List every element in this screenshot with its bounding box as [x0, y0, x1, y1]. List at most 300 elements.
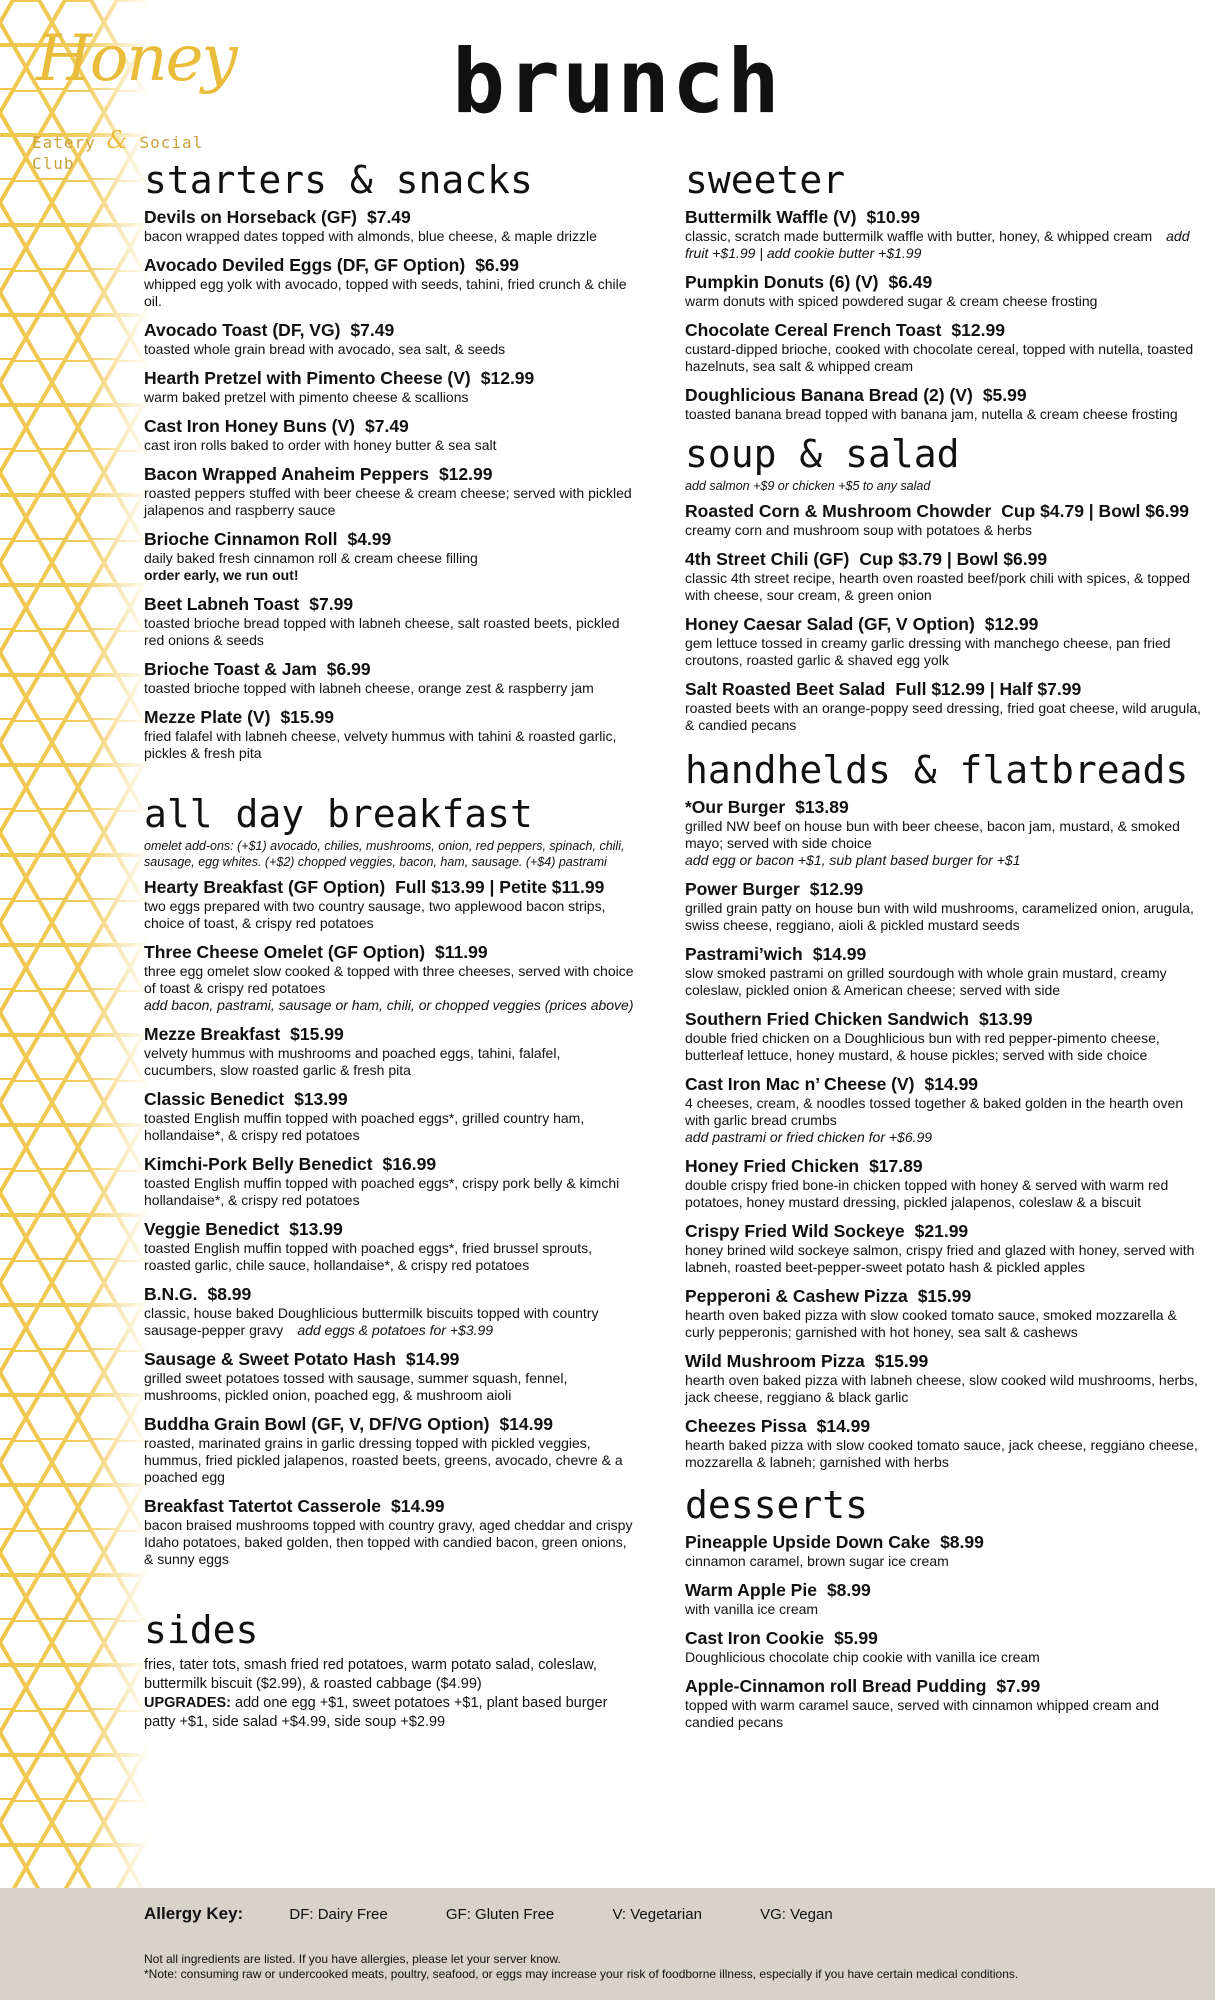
menu-item-header: [144, 528, 634, 550]
menu-item-name: *Our Burger: [685, 797, 786, 817]
menu-item: [685, 613, 1205, 669]
menu-item-header: [144, 1218, 634, 1240]
menu-item: [685, 271, 1205, 310]
menu-item: [685, 1155, 1205, 1211]
menu-item-header: [685, 319, 1205, 341]
menu-item: [685, 1579, 1205, 1618]
menu-item-name: Southern Fried Chicken Sandwich: [685, 1009, 969, 1029]
section-note: omelet add-ons: (+$1) avocado, chilies, mushrooms, onion, red peppers, spinach, chili, sausage, egg whites. (+$2) chopped veggies, bacon, ham, sausage. (+$4) pastrami: [144, 839, 625, 869]
menu-item-name: Honey Fried Chicken: [685, 1156, 860, 1176]
menu-item-description: [144, 1305, 634, 1339]
menu-item-header: [144, 1023, 634, 1045]
item-list: [144, 876, 634, 1568]
menu-item: [144, 658, 634, 697]
menu-item-price: $14.99: [405, 1349, 460, 1369]
menu-item-description: [144, 1435, 634, 1486]
menu-item: [144, 1218, 634, 1274]
menu-item-header: [685, 500, 1205, 522]
menu-item-price: $13.99: [294, 1089, 348, 1109]
menu-item: [685, 943, 1205, 999]
menu-item-header: [144, 876, 634, 898]
menu-item-header: [144, 319, 634, 341]
menu-item-header: [685, 1531, 1205, 1553]
menu-item-price: $12.99: [438, 464, 493, 484]
menu-item-name: Cheezes Pissa: [685, 1416, 807, 1436]
menu-item-price: $6.99: [475, 255, 519, 275]
menu-item-name: Honey Caesar Salad (GF, V Option): [685, 614, 975, 634]
menu-item-description: [685, 818, 1205, 852]
menu-item-description: [685, 228, 1205, 262]
menu-item-price: $13.89: [795, 797, 849, 817]
menu-item-description: [144, 1240, 634, 1274]
menu-item-description-text: classic 4th street recipe, hearth oven roasted beef/pork chili with spices, & topped with cheese, sour cream, & green onion: [685, 570, 1191, 603]
section-title: starters & snacks: [144, 158, 533, 202]
menu-item-header: [685, 943, 1205, 965]
menu-item-name: Brioche Toast & Jam: [144, 659, 317, 679]
menu-item-description: [685, 1030, 1205, 1064]
menu-item-name: Buddha Grain Bowl (GF, V, DF/VG Option): [144, 1414, 490, 1434]
menu-item-description: [144, 728, 634, 762]
section-breakfast: [144, 792, 634, 1568]
section-title: sides: [144, 1608, 259, 1652]
menu-item-description-text: hearth oven baked pizza with labneh cheese, slow cooked wild mushrooms, herbs, jack cheese, reggiano & black garlic: [685, 1372, 1198, 1405]
menu-item-name: Bacon Wrapped Anaheim Peppers: [144, 464, 429, 484]
menu-item-description: [144, 898, 634, 932]
menu-item: [144, 706, 634, 762]
menu-item: [685, 319, 1205, 375]
menu-item-price: $15.99: [290, 1024, 344, 1044]
menu-item-price: $5.99: [834, 1628, 878, 1648]
menu-item-name: Veggie Benedict: [144, 1219, 280, 1239]
section-title: sweeter: [685, 158, 846, 202]
menu-item-price: $15.99: [874, 1351, 929, 1371]
menu-item: [144, 1153, 634, 1209]
menu-item-name: Avocado Deviled Eggs (DF, GF Option): [144, 255, 466, 275]
menu-item-header: [144, 415, 634, 437]
menu-item-header: [144, 206, 634, 228]
menu-item-description-text: warm donuts with spiced powdered sugar & cream cheese frosting: [685, 293, 1098, 309]
menu-item-header: [685, 1285, 1205, 1307]
menu-item: [685, 678, 1205, 734]
menu-item-name: Cast Iron Mac n’ Cheese (V): [685, 1074, 915, 1094]
section-desserts: [685, 1483, 1205, 1731]
allergy-key-gf: GF: Gluten Free: [445, 1906, 555, 1923]
section-starters: [144, 158, 634, 762]
menu-item-name: Breakfast Tatertot Casserole: [144, 1496, 381, 1516]
menu-item-description: [685, 1177, 1205, 1211]
section-title: all day breakfast: [144, 792, 533, 836]
menu-item-name: Hearty Breakfast (GF Option): [144, 877, 386, 897]
sides-text: fries, tater tots, smash fried red potatoes, warm potato salad, coleslaw, buttermilk biscuit ($2.99), & roasted cabbage ($4.99): [144, 1657, 597, 1692]
menu-item-price: $14.99: [816, 1416, 871, 1436]
menu-item: [685, 1008, 1205, 1064]
menu-item-addon: add bacon, pastrami, sausage or ham, chili, or chopped veggies (prices above): [144, 997, 634, 1013]
menu-item: [144, 1413, 634, 1486]
menu-item-name: B.N.G.: [144, 1284, 198, 1304]
menu-item: [685, 1350, 1205, 1406]
menu-item-price: Full $12.99 | Half $7.99: [895, 679, 1082, 699]
logo-amp: &: [106, 126, 129, 154]
menu-item-price: $5.99: [982, 385, 1027, 405]
menu-item-header: [685, 384, 1205, 406]
menu-item-description: [144, 680, 634, 697]
menu-item-description: [144, 615, 634, 649]
menu-item-description-text: toasted whole grain bread with avocado, sea salt, & seeds: [144, 341, 506, 357]
item-list: [685, 500, 1205, 734]
menu-item-header: [685, 206, 1205, 228]
menu-item-header: [685, 796, 1205, 818]
menu-item-header: [685, 1008, 1205, 1030]
menu-item-description: [685, 293, 1205, 310]
menu-item-header: [685, 878, 1205, 900]
section-title: handhelds & flatbreads: [685, 748, 1189, 792]
menu-item: [144, 367, 634, 406]
menu-item-header: [144, 1495, 634, 1517]
allergy-key-v: V: Vegetarian: [612, 1906, 702, 1923]
menu-item-name: Classic Benedict: [144, 1089, 285, 1109]
item-list: [685, 206, 1205, 423]
menu-item-header: [685, 1073, 1205, 1095]
menu-item-description-text: velvety hummus with mushrooms and poached eggs, tahini, falafel, cucumbers, slow roasted garlic & fresh pita: [144, 1045, 561, 1078]
menu-item-description: [144, 389, 634, 406]
menu-item-description-text: honey brined wild sockeye salmon, crispy fried and glazed with honey, served with labneh, roasted beet-pepper-sweet potato hash & pickled apples: [685, 1242, 1195, 1275]
menu-item-header: [144, 941, 634, 963]
menu-item: [685, 1073, 1205, 1146]
menu-item-header: [144, 1413, 634, 1435]
menu-item-price: $4.99: [347, 529, 392, 549]
menu-item-description-text: bacon braised mushrooms topped with country gravy, aged cheddar and crispy Idaho potatoes, baked golden, then topped with candied bacon, green onions, & sunny eggs: [144, 1517, 633, 1567]
menu-item: [685, 384, 1205, 423]
logo-sub-left: Eatery: [32, 133, 96, 152]
menu-item-description: [144, 550, 634, 567]
menu-item-header: [685, 1675, 1205, 1697]
menu-item-price: $17.89: [869, 1156, 923, 1176]
menu-item-description-text: hearth oven baked pizza with slow cooked tomato sauce, smoked mozzarella & curly pepperonis; garnished with hot honey, sea salt & cashews: [685, 1307, 1177, 1340]
menu-item: [144, 1495, 634, 1568]
menu-item-name: Salt Roasted Beet Salad: [685, 679, 886, 699]
menu-item-header: [685, 1579, 1205, 1601]
menu-item-addon: add egg or bacon +$1, sub plant based burger for +$1: [685, 852, 1021, 868]
menu-item-description: [685, 1553, 1205, 1570]
menu-item: [144, 463, 634, 519]
item-list: [685, 1531, 1205, 1731]
menu-item: [685, 796, 1205, 869]
menu-item-description-text: with vanilla ice cream: [685, 1601, 819, 1617]
menu-item-name: Wild Mushroom Pizza: [685, 1351, 865, 1371]
foodborne-note: *Note: consuming raw or undercooked meats, poultry, seafood, or eggs may increase your risk of foodborne illness, especially if you have certain medical conditions.: [144, 1967, 1019, 1981]
menu-item-name: Doughlicious Banana Bread (2) (V): [685, 385, 973, 405]
menu-item-price: $7.99: [996, 1676, 1041, 1696]
menu-item-description-text: cast iron rolls baked to order with honey butter & sea salt: [144, 437, 497, 453]
menu-item-price: $7.49: [365, 416, 409, 436]
menu-item-description: [685, 1601, 1205, 1618]
menu-item: [685, 1220, 1205, 1276]
menu-item-description-text: roasted, marinated grains in garlic dressing topped with pickled veggies, hummus, fried pickled jalapenos, roasted beets, greens, avocado, chevre & a poached egg: [144, 1435, 623, 1485]
menu-item-description: [144, 1517, 634, 1568]
menu-item-price: $6.49: [888, 272, 933, 292]
allergy-key-df: DF: Dairy Free: [289, 1906, 388, 1923]
menu-item-name: Buttermilk Waffle (V): [685, 207, 857, 227]
menu-item-description-text: toasted banana bread topped with banana jam, nutella & cream cheese frosting: [685, 406, 1178, 422]
menu-item-price: Cup $4.79 | Bowl $6.99: [1001, 501, 1190, 521]
menu-item-description-text: topped with warm caramel sauce, served with cinnamon whipped cream and candied pecans: [685, 1697, 1159, 1730]
menu-item-price: $15.99: [280, 707, 334, 727]
menu-item: [685, 1675, 1205, 1731]
menu-item: [685, 1627, 1205, 1666]
menu-item-name: Sausage & Sweet Potato Hash: [144, 1349, 396, 1369]
menu-item-description: [144, 485, 634, 519]
right-column: [685, 158, 1205, 1740]
menu-item-description: [144, 1045, 634, 1079]
menu-item: [144, 1088, 634, 1144]
item-list: [144, 206, 634, 762]
menu-item-description-text: toasted brioche topped with labneh cheese, orange zest & raspberry jam: [144, 680, 594, 696]
menu-item-header: [685, 271, 1205, 293]
menu-item-description: [144, 1110, 634, 1144]
menu-item-price: $12.99: [480, 368, 535, 388]
menu-item-description: [685, 1307, 1205, 1341]
menu-item-description: [144, 276, 634, 310]
allergy-key: [144, 1904, 1184, 1924]
menu-item-description: [144, 437, 634, 454]
menu-item-description-text: double crispy fried bone-in chicken topped with honey & served with warm red potatoes, honey mustard dressing, pickled jalapenos, coleslaw & a biscuit: [685, 1177, 1169, 1210]
menu-item-price: $13.99: [289, 1219, 343, 1239]
menu-item-description-text: classic, house baked Doughlicious buttermilk biscuits topped with country sausage-pepper gravy: [144, 1305, 599, 1338]
menu-item-price: Full $13.99 | Petite $11.99: [395, 877, 605, 897]
menu-item-price: $14.99: [391, 1496, 445, 1516]
menu-item-price: $8.99: [826, 1580, 871, 1600]
menu-item-name: Cast Iron Cookie: [685, 1628, 825, 1648]
menu-item: [144, 319, 634, 358]
section-note: add salmon +$9 or chicken +$5 to any salad: [685, 479, 931, 493]
allergy-key-label: Allergy Key:: [144, 1904, 244, 1923]
menu-item-price: $7.49: [350, 320, 395, 340]
menu-item-description-text: three egg omelet slow cooked & topped with three cheeses, served with choice of toast & crispy red potatoes: [144, 963, 634, 996]
menu-item-description: [144, 963, 634, 997]
menu-item-header: [144, 463, 634, 485]
menu-item-price: $10.99: [866, 207, 920, 227]
menu-item: [685, 206, 1205, 262]
allergy-note: Not all ingredients are listed. If you have allergies, please let your server know.: [144, 1952, 561, 1966]
menu-item-name: Pumpkin Donuts (6) (V): [685, 272, 879, 292]
menu-item-name: Mezze Breakfast: [144, 1024, 281, 1044]
menu-item-description-text: creamy corn and mushroom soup with potatoes & herbs: [685, 522, 1033, 538]
menu-item: [685, 878, 1205, 934]
section-title: soup & salad: [685, 432, 960, 476]
menu-item-description: [144, 1175, 634, 1209]
upgrades-text: add one egg +$1, sweet potatoes +$1, plant based burger patty +$1, side salad +$4.99, side soup +$2.99: [144, 1695, 608, 1730]
menu-item: [685, 500, 1205, 539]
menu-item-name: Beet Labneh Toast: [144, 594, 300, 614]
menu-item-header: [685, 678, 1205, 700]
menu-item-price: $14.99: [924, 1074, 979, 1094]
menu-item-header: [685, 1155, 1205, 1177]
menu-item-addon: add fruit +$1.99 | add cookie butter +$1.99: [685, 228, 1190, 261]
menu-item-price: $8.99: [207, 1284, 252, 1304]
menu-item-description-text: Doughlicious chocolate chip cookie with vanilla ice cream: [685, 1649, 1040, 1665]
section-handhelds: [685, 748, 1205, 1471]
menu-item-header: [144, 1348, 634, 1370]
menu-item-name: 4th Street Chili (GF): [685, 549, 850, 569]
menu-item-description: [144, 341, 634, 358]
menu-item-price: $13.99: [978, 1009, 1033, 1029]
menu-item-description: [685, 1437, 1205, 1471]
menu-item-name: Pineapple Upside Down Cake: [685, 1532, 931, 1552]
menu-item-description: [685, 1372, 1205, 1406]
menu-item-header: [685, 613, 1205, 635]
menu-item: [144, 876, 634, 932]
menu-item-description: [685, 1095, 1205, 1129]
menu-item-price: $15.99: [917, 1286, 972, 1306]
menu-item-description-text: toasted English muffin topped with poached eggs*, grilled country ham, hollandaise*, & crispy red potatoes: [144, 1110, 585, 1143]
menu-item-description-text: roasted peppers stuffed with beer cheese & cream cheese; served with pickled jalapenos and raspberry sauce: [144, 485, 632, 518]
menu-item-name: Pepperoni & Cashew Pizza: [685, 1286, 908, 1306]
menu-item-header: [685, 1627, 1205, 1649]
menu-item-description-text: grilled NW beef on house bun with beer cheese, bacon jam, mustard, & smoked mayo; served with side choice: [685, 818, 1180, 851]
menu-item: [144, 254, 634, 310]
menu-item-description-text: grilled grain patty on house bun with wild mushrooms, caramelized onion, arugula, swiss cheese, reggiano, aioli & pickled mustard seeds: [685, 900, 1194, 933]
upgrades-label: UPGRADES:: [144, 1695, 232, 1711]
honeycomb-pattern: [0, 0, 150, 1888]
sides-upgrades: [144, 1694, 634, 1732]
menu-item-description: [685, 406, 1205, 423]
menu-item-description-text: classic, scratch made buttermilk waffle with butter, honey, & whipped cream: [685, 228, 1153, 244]
menu-item-price: $16.99: [382, 1154, 437, 1174]
menu-item-header: [685, 1415, 1205, 1437]
left-column: [144, 158, 634, 1732]
menu-item-price: $7.99: [309, 594, 354, 614]
menu-item-price: $14.99: [812, 944, 867, 964]
menu-item-name: Cast Iron Honey Buns (V): [144, 416, 355, 436]
menu-item-description-text: 4 cheeses, cream, & noodles tossed together & baked golden in the hearth oven with garlic bread crumbs: [685, 1095, 1184, 1128]
menu-item-name: Kimchi-Pork Belly Benedict: [144, 1154, 373, 1174]
menu-item-header: [144, 1283, 634, 1305]
menu-item-description-text: toasted English muffin topped with poached eggs*, fried brussel sprouts, roasted garlic, chile sauce, hollandaise*, & crispy red potatoes: [144, 1240, 593, 1273]
menu-item-description: [685, 1697, 1205, 1731]
menu-item-description-text: daily baked fresh cinnamon roll & cream cheese filling: [144, 550, 478, 566]
menu-item: [144, 1348, 634, 1404]
section-soup: [685, 432, 1205, 734]
menu-item-name: Three Cheese Omelet (GF Option): [144, 942, 426, 962]
menu-item-name: Avocado Toast (DF, VG): [144, 320, 341, 340]
menu-item-name: Chocolate Cereal French Toast: [685, 320, 942, 340]
logo-sub-right: Social Club: [32, 133, 204, 173]
menu-item-description-text: whipped egg yolk with avocado, topped with seeds, tahini, fried crunch & chile oil.: [144, 276, 627, 309]
menu-item-description-text: cinnamon caramel, brown sugar ice cream: [685, 1553, 949, 1569]
menu-item-price: $14.99: [499, 1414, 553, 1434]
menu-item-description-text: double fried chicken on a Doughlicious bun with red pepper-pimento cheese, butterleaf lettuce, honey mustard, & house pickles; served with side choice: [685, 1030, 1160, 1063]
menu-item-name: Warm Apple Pie: [685, 1580, 817, 1600]
menu-item-price: $8.99: [940, 1532, 984, 1552]
menu-item: [144, 415, 634, 454]
menu-item-description: [685, 635, 1205, 669]
menu-item-description-text: gem lettuce tossed in creamy garlic dressing with manchego cheese, pan fried croutons, roasted garlic & shaved egg yolk: [685, 635, 1171, 668]
menu-item-description: [685, 522, 1205, 539]
page-title: brunch: [452, 30, 782, 133]
menu-item-addon: add pastrami or fried chicken for +$6.99: [685, 1129, 933, 1145]
menu-item-name: Roasted Corn & Mushroom Chowder: [685, 501, 992, 521]
menu-item-description-text: two eggs prepared with two country sausage, two applewood bacon strips, choice of toast, & crispy red potatoes: [144, 898, 606, 931]
section-title: desserts: [685, 1483, 869, 1527]
menu-item-description: [685, 341, 1205, 375]
menu-item-name: Mezze Plate (V): [144, 707, 271, 727]
menu-item-header: [144, 706, 634, 728]
menu-item-name: Pastrami’wich: [685, 944, 803, 964]
menu-item-description: [685, 1242, 1205, 1276]
menu-item-price: $12.99: [809, 879, 864, 899]
menu-item-header: [144, 254, 634, 276]
menu-item: [685, 548, 1205, 604]
section-sweeter: [685, 158, 1205, 423]
menu-item-header: [144, 367, 634, 389]
menu-item-name: Hearth Pretzel with Pimento Cheese (V): [144, 368, 471, 388]
menu-item-description-text: custard-dipped brioche, cooked with chocolate cereal, topped with nutella, toasted hazelnuts, sea salt & whipped cream: [685, 341, 1194, 374]
menu-item-header: [685, 1220, 1205, 1242]
menu-item: [685, 1285, 1205, 1341]
menu-item-description-text: toasted brioche bread topped with labneh cheese, salt roasted beets, pickled red onions & seeds: [144, 615, 620, 648]
menu-item-description: [685, 965, 1205, 999]
menu-item-header: [685, 548, 1205, 570]
allergy-key-vg: VG: Vegan: [760, 1906, 833, 1923]
logo-name: Honey: [36, 22, 236, 96]
menu-item: [144, 1023, 634, 1079]
menu-item-description: [685, 700, 1205, 734]
menu-item-callout: order early, we run out!: [144, 567, 299, 583]
section-sides: [144, 1608, 634, 1732]
menu-item-header: [685, 1350, 1205, 1372]
menu-item-description: [685, 900, 1205, 934]
menu-item-description-text: warm baked pretzel with pimento cheese & scallions: [144, 389, 469, 405]
menu-item-header: [144, 593, 634, 615]
menu-item-header: [144, 1153, 634, 1175]
menu-item-header: [144, 658, 634, 680]
menu-item-description-text: grilled sweet potatoes tossed with sausage, summer squash, fennel, mushrooms, pickled onion, poached egg, & mushroom aioli: [144, 1370, 568, 1403]
menu-item-header: [144, 1088, 634, 1110]
menu-item-description-text: toasted English muffin topped with poached eggs*, crispy pork belly & kimchi hollandaise*, & crispy red potatoes: [144, 1175, 620, 1208]
menu-item-price: $11.99: [435, 942, 488, 962]
menu-item-price: $12.99: [951, 320, 1005, 340]
menu-item-description: [685, 1649, 1205, 1666]
menu-item-name: Apple-Cinnamon roll Bread Pudding: [685, 1676, 987, 1696]
menu-item-name: Devils on Horseback (GF): [144, 207, 357, 227]
menu-item-price: $21.99: [914, 1221, 969, 1241]
menu-item-description-text: fried falafel with labneh cheese, velvety hummus with tahini & roasted garlic, pickles & fresh pita: [144, 728, 617, 761]
menu-item-description: [144, 1370, 634, 1404]
menu-item: [144, 593, 634, 649]
menu-item-price: $12.99: [984, 614, 1039, 634]
menu-item-price: $6.99: [326, 659, 371, 679]
menu-item-description-text: slow smoked pastrami on grilled sourdough with whole grain mustard, creamy coleslaw, pickled onion & American cheese; served with side: [685, 965, 1167, 998]
item-list: [685, 796, 1205, 1471]
menu-item-description: [685, 570, 1205, 604]
menu-item: [685, 1415, 1205, 1471]
menu-item-name: Brioche Cinnamon Roll: [144, 529, 338, 549]
menu-item: [144, 206, 634, 245]
menu-item-price: $7.49: [366, 207, 411, 227]
menu-item: [144, 1283, 634, 1339]
menu-item-description-text: roasted beets with an orange-poppy seed dressing, fried goat cheese, wild arugula, & candied pecans: [685, 700, 1201, 733]
menu-item: [685, 1531, 1205, 1570]
menu-item-name: Power Burger: [685, 879, 800, 899]
menu-item: [144, 528, 634, 584]
menu-item-description: [144, 228, 634, 245]
logo: [30, 22, 250, 173]
menu-item-description-text: bacon wrapped dates topped with almonds, blue cheese, & maple drizzle: [144, 228, 597, 244]
menu-item: [144, 941, 634, 1014]
menu-item-name: Crispy Fried Wild Sockeye: [685, 1221, 905, 1241]
menu-item-price: Cup $3.79 | Bowl $6.99: [859, 549, 1048, 569]
menu-item-addon: add eggs & potatoes for +$3.99: [297, 1322, 494, 1338]
